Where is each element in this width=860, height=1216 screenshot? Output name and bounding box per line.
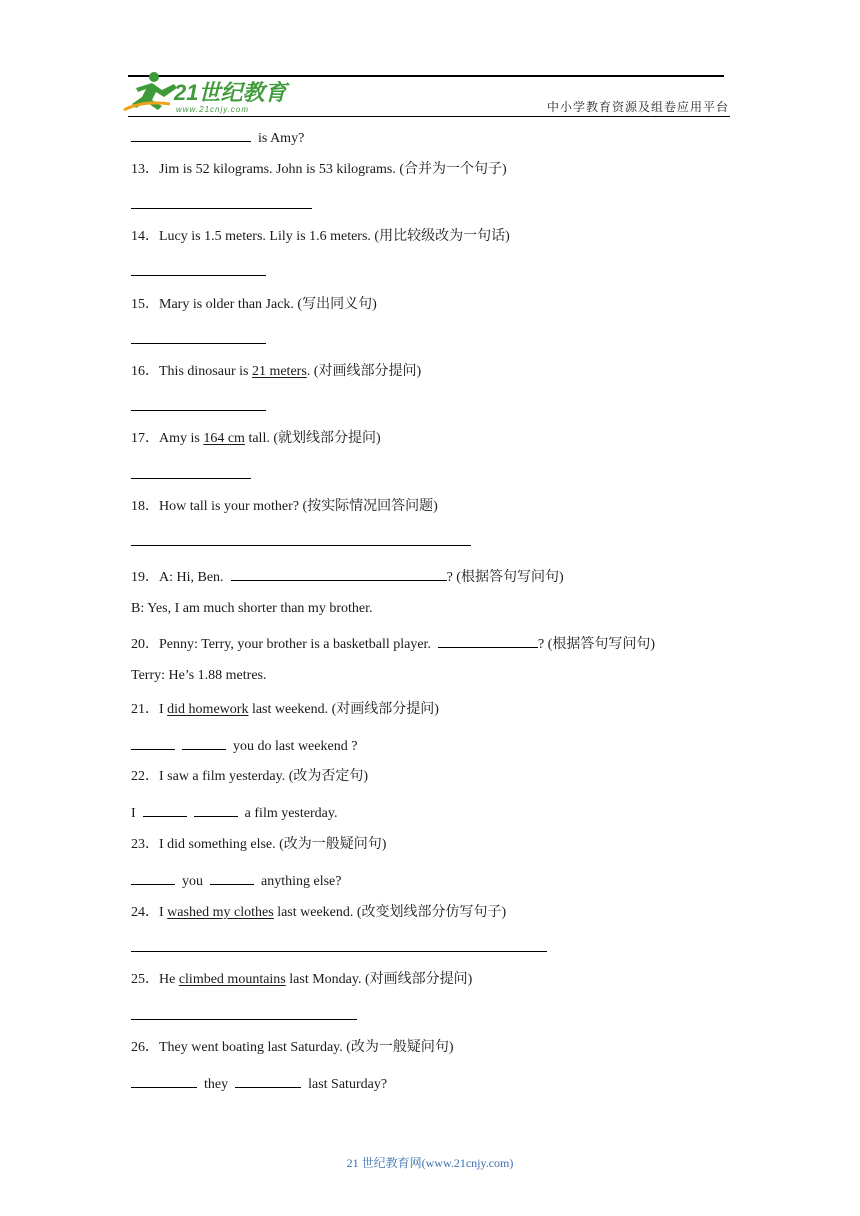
svg-text:21世纪教育: 21世纪教育 xyxy=(174,80,287,105)
question-19: 19．A: Hi, Ben. ? (根据答句写问句) xyxy=(131,566,564,587)
answer-blank[interactable] xyxy=(210,870,254,885)
answer-blank[interactable] xyxy=(182,735,226,750)
question-18: 18．How tall is your mother? (按实际情况回答问题) xyxy=(131,499,438,514)
question-25: 25．He climbed mountains last Monday. (对画线部分提问) xyxy=(131,972,473,987)
answer-blank[interactable] xyxy=(438,633,538,648)
answer-blank[interactable] xyxy=(235,1073,301,1088)
question-15: 15．Mary is older than Jack. (写出同义句) xyxy=(131,297,377,312)
question-19-answer: B: Yes, I am much shorter than my brother. xyxy=(131,601,373,616)
answer-blank[interactable] xyxy=(131,870,175,885)
question-17: 17．Amy is 164 cm tall. (就划线部分提问) xyxy=(131,431,381,446)
answer-line-13[interactable] xyxy=(131,208,312,209)
underlined-phrase: climbed mountains xyxy=(178,972,286,987)
underlined-phrase: did homework xyxy=(167,702,249,717)
answer-blank[interactable] xyxy=(131,735,175,750)
underlined-phrase: washed my clothes xyxy=(167,905,274,920)
page-footer: 21 世纪教育网(www.21cnjy.com) xyxy=(346,1156,514,1170)
question-24: 24．I washed my clothes last weekend. (改变划线部分仿写句子) xyxy=(131,905,507,920)
question-26-fill: they last Saturday? xyxy=(131,1073,387,1094)
underlined-phrase: 164 cm xyxy=(203,431,245,446)
question-23-fill: you anything else? xyxy=(131,870,341,891)
question-12-tail: is Amy? xyxy=(131,127,304,148)
question-22: 22．I saw a film yesterday. (改为否定句) xyxy=(131,769,369,784)
answer-line-24[interactable] xyxy=(131,951,547,952)
svg-text:www.21cnjy.com: www.21cnjy.com xyxy=(176,105,249,114)
answer-blank[interactable] xyxy=(231,566,447,581)
question-14: 14．Lucy is 1.5 meters. Lily is 1.6 meters. (用比较级改为一句话) xyxy=(131,229,510,244)
answer-line-15[interactable] xyxy=(131,343,266,344)
underlined-phrase: 21 meters xyxy=(251,364,307,379)
answer-line-17[interactable] xyxy=(131,478,251,479)
answer-line-25[interactable] xyxy=(131,1019,357,1020)
question-20: 20．Penny: Terry, your brother is a basketball player. ? (根据答句写问句) xyxy=(131,633,655,654)
question-20-answer: Terry: He’s 1.88 metres. xyxy=(131,668,267,683)
question-21: 21．I did homework last weekend. (对画线部分提问) xyxy=(131,702,439,717)
question-23: 23．I did something else. (改为一般疑问句) xyxy=(131,837,387,852)
answer-blank[interactable] xyxy=(131,1073,197,1088)
brand-logo xyxy=(122,70,292,114)
header-rule-bottom xyxy=(128,116,730,117)
answer-blank[interactable] xyxy=(194,802,238,817)
answer-line-18[interactable] xyxy=(131,545,471,546)
answer-blank[interactable] xyxy=(143,802,187,817)
question-22-fill: I a film yesterday. xyxy=(131,802,337,823)
question-26: 26．They went boating last Saturday. (改为一般疑问句) xyxy=(131,1040,454,1055)
question-13: 13．Jim is 52 kilograms. John is 53 kilograms. (合并为一个句子) xyxy=(131,162,507,177)
answer-line-16[interactable] xyxy=(131,410,266,411)
question-21-fill: you do last weekend ? xyxy=(131,735,357,756)
question-16: 16．This dinosaur is 21 meters. (对画线部分提问) xyxy=(131,364,422,379)
answer-line-14[interactable] xyxy=(131,275,266,276)
answer-blank[interactable] xyxy=(131,127,251,142)
page-header xyxy=(0,0,860,120)
runner-icon xyxy=(124,72,177,110)
platform-name: 中小学教育资源及组卷应用平台 xyxy=(546,100,729,114)
